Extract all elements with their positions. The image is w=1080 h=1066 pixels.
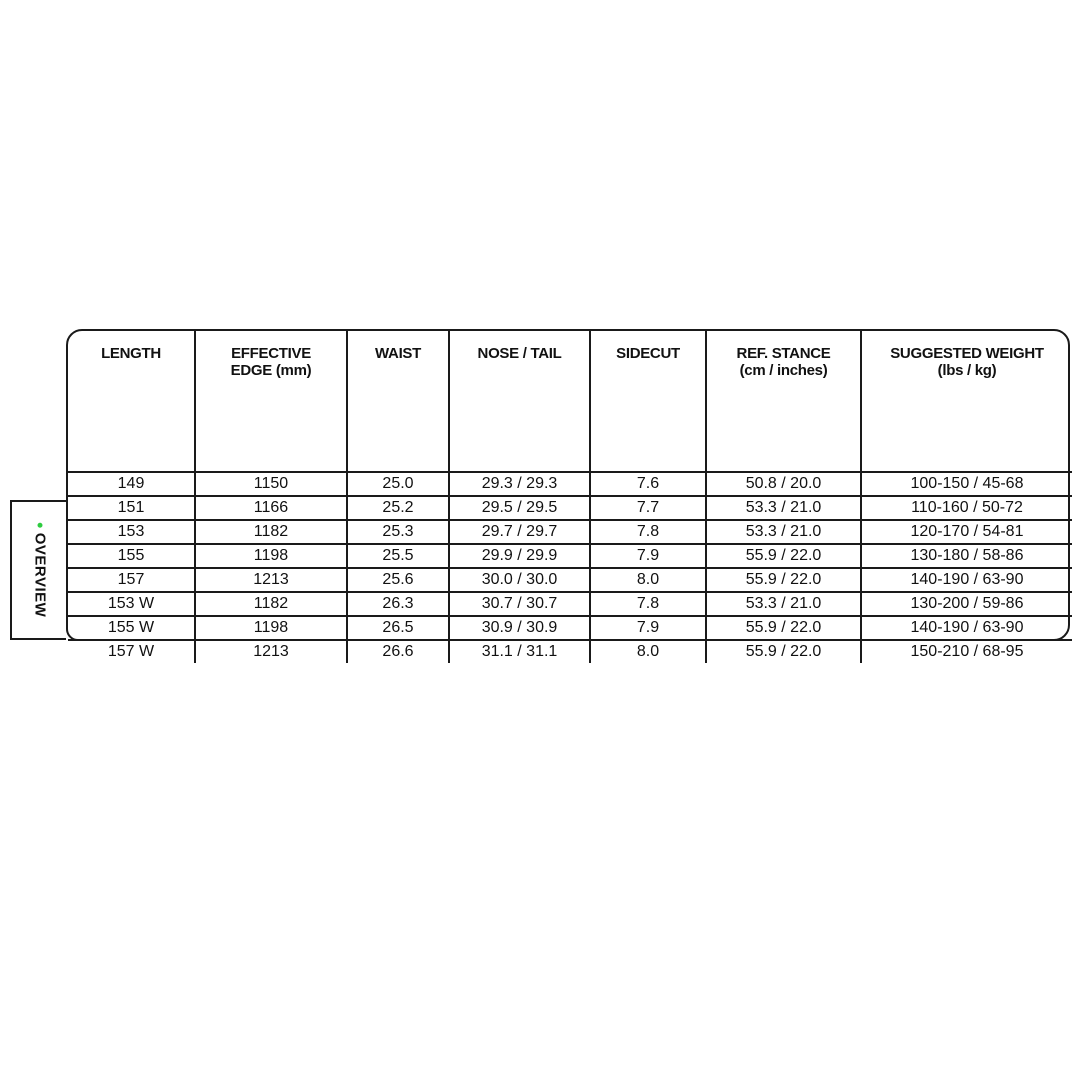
table-cell-ref-stance: 50.8 / 20.0 (706, 472, 861, 496)
table-cell-effective-edge: 1198 (195, 544, 347, 568)
table-cell-sidecut: 7.6 (590, 472, 706, 496)
table-cell-waist: 26.5 (347, 616, 449, 640)
table-cell-suggested-weight: 140-190 / 63-90 (861, 616, 1072, 640)
table-cell-length: 151 (68, 496, 195, 520)
table-row (68, 496, 1072, 520)
table-cell-effective-edge: 1182 (195, 592, 347, 616)
table-cell-nose-tail: 29.7 / 29.7 (449, 520, 590, 544)
table-header (68, 331, 1072, 472)
column-header-line2: (lbs / kg) (937, 362, 997, 379)
table-cell-effective-edge: 1150 (195, 472, 347, 496)
table-cell-waist: 25.0 (347, 472, 449, 496)
overview-label: OVERVIEW (31, 532, 49, 618)
table-cell-effective-edge: 1213 (195, 568, 347, 592)
table-cell-nose-tail: 29.5 / 29.5 (449, 496, 590, 520)
table-cell-nose-tail: 29.3 / 29.3 (449, 472, 590, 496)
table-cell-waist: 25.2 (347, 496, 449, 520)
table-cell-suggested-weight: 130-200 / 59-86 (861, 592, 1072, 616)
column-header-line1: SIDECUT (616, 345, 680, 362)
table-cell-suggested-weight: 110-160 / 50-72 (861, 496, 1072, 520)
column-header-length (68, 331, 195, 472)
column-header-waist (347, 331, 449, 472)
table-cell-length: 155 W (68, 616, 195, 640)
table-cell-length: 149 (68, 472, 195, 496)
column-header-effective-edge (195, 331, 347, 472)
table-cell-sidecut: 7.8 (590, 520, 706, 544)
table-cell-sidecut: 8.0 (590, 568, 706, 592)
header-row (68, 331, 1072, 472)
table-body (68, 472, 1072, 663)
column-header-line1: LENGTH (101, 345, 161, 362)
table-cell-nose-tail: 30.9 / 30.9 (449, 616, 590, 640)
table-cell-nose-tail: 29.9 / 29.9 (449, 544, 590, 568)
table-cell-nose-tail: 30.7 / 30.7 (449, 592, 590, 616)
table-cell-suggested-weight: 100-150 / 45-68 (861, 472, 1072, 496)
column-header-line1: NOSE / TAIL (477, 345, 562, 362)
column-header-line1: EFFECTIVE (231, 345, 311, 362)
table-cell-ref-stance: 55.9 / 22.0 (706, 568, 861, 592)
table-cell-length: 157 (68, 568, 195, 592)
table-cell-sidecut: 7.9 (590, 544, 706, 568)
table-row (68, 472, 1072, 496)
table-cell-length: 153 (68, 520, 195, 544)
column-header-ref-stance (706, 331, 861, 472)
table-row (68, 592, 1072, 616)
table-cell-effective-edge: 1182 (195, 520, 347, 544)
table-cell-effective-edge: 1166 (195, 496, 347, 520)
table-cell-length: 155 (68, 544, 195, 568)
table-cell-length: 157 W (68, 640, 195, 663)
table-cell-waist: 25.5 (347, 544, 449, 568)
table-cell-suggested-weight: 150-210 / 68-95 (910, 643, 1024, 660)
table-cell-suggested-weight: 140-190 / 63-90 (861, 568, 1072, 592)
table-cell-sidecut: 7.8 (590, 592, 706, 616)
table-cell-ref-stance: 55.9 / 22.0 (706, 640, 861, 663)
table-cell-waist: 26.6 (347, 640, 449, 663)
overview-tab-label (32, 523, 49, 618)
table-cell-effective-edge: 1213 (195, 640, 347, 663)
table-cell-waist: 26.3 (347, 592, 449, 616)
table-cell-nose-tail: 30.0 / 30.0 (449, 568, 590, 592)
table-cell-sidecut: 7.7 (590, 496, 706, 520)
column-header-line2: EDGE (mm) (230, 362, 312, 379)
table-cell-ref-stance: 55.9 / 22.0 (706, 616, 861, 640)
table-cell-length: 153 W (68, 592, 195, 616)
table-cell-suggested-weight: 130-180 / 58-86 (861, 544, 1072, 568)
column-header-suggested-weight (861, 331, 1072, 472)
green-dot-icon (38, 523, 43, 528)
table-cell-waist: 25.6 (347, 568, 449, 592)
table-cell-waist: 25.3 (347, 520, 449, 544)
spec-table-container (66, 329, 1070, 660)
table-row (68, 520, 1072, 544)
table-cell-sidecut: 7.9 (590, 616, 706, 640)
table-row (68, 568, 1072, 592)
column-header-line1: REF. STANCE (736, 345, 831, 362)
column-header-nose-tail (449, 331, 590, 472)
column-header-line1: WAIST (375, 345, 421, 362)
table-cell-sidecut: 8.0 (590, 640, 706, 663)
spec-table (68, 331, 1072, 663)
column-header-sidecut (590, 331, 706, 472)
table-cell-ref-stance: 53.3 / 21.0 (706, 592, 861, 616)
table-cell-effective-edge: 1198 (195, 616, 347, 640)
table-row (68, 544, 1072, 568)
table-row (68, 616, 1072, 640)
table-cell-ref-stance: 55.9 / 22.0 (706, 544, 861, 568)
table-cell-nose-tail: 31.1 / 31.1 (449, 640, 590, 663)
table-cell-ref-stance: 53.3 / 21.0 (706, 520, 861, 544)
column-header-line2: (cm / inches) (739, 362, 828, 379)
table-row (68, 640, 1072, 663)
table-cell-suggested-weight: 120-170 / 54-81 (861, 520, 1072, 544)
column-header-line1: SUGGESTED WEIGHT (890, 345, 1044, 362)
table-cell-ref-stance: 53.3 / 21.0 (706, 496, 861, 520)
